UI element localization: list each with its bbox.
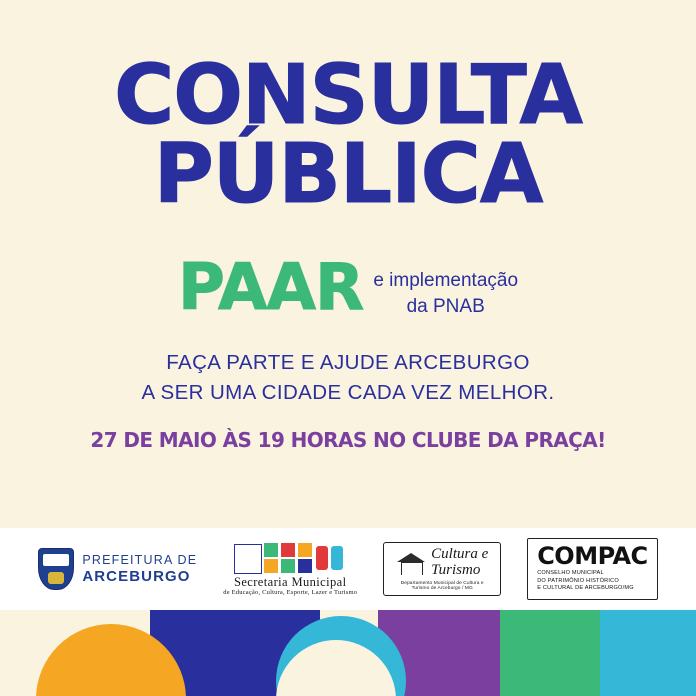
program-acronym: PAAR	[177, 251, 364, 325]
program-subtitle-line-1: e implementação	[373, 270, 519, 291]
prefeitura-text	[82, 553, 197, 585]
secretaria-text	[223, 576, 357, 597]
logo-secretaria	[223, 542, 357, 597]
band-green-block	[500, 610, 610, 696]
prefeitura-line-1: PREFEITURA DE	[82, 553, 198, 568]
cultura-footer: Departamento Municipal de Cultura e Turismo de Arceburgo / MG	[400, 581, 484, 592]
logo-compac	[527, 538, 657, 600]
coat-of-arms-icon	[38, 548, 74, 590]
colored-squares-icon	[234, 542, 346, 576]
headline-block	[0, 48, 696, 223]
headline-line-1: CONSULTA	[114, 48, 582, 143]
call-to-action	[0, 348, 696, 407]
compac-sub-line-1: CONSELHO MUNICIPAL	[537, 570, 604, 577]
compac-subtitle	[537, 570, 634, 593]
cultura-name-line-2: Turismo	[431, 561, 481, 578]
secretaria-line-1: Secretaria Municipal	[233, 574, 347, 589]
headline-line-2: PÚBLICA	[153, 127, 543, 223]
cultura-name-line-1: Cultura e	[431, 545, 489, 562]
logo-strip	[0, 528, 696, 610]
bottom-graphic-band	[0, 610, 696, 696]
event-dateline: 27 DE MAIO ÀS 19 HORAS NO CLUBE DA PRAÇA!	[90, 428, 606, 452]
cta-line-2: A SER UMA CIDADE CADA VEZ MELHOR.	[141, 380, 555, 404]
cta-line-1: FAÇA PARTE E AJUDE ARCEBURGO	[166, 351, 530, 374]
band-cyan-block	[600, 610, 696, 696]
logo-prefeitura	[38, 548, 197, 590]
prefeitura-line-2: ARCEBURGO	[82, 567, 191, 585]
cultura-top	[396, 547, 488, 579]
bandstand-kiosk-icon	[396, 551, 426, 575]
program-row	[0, 251, 696, 325]
program-subtitle	[373, 256, 518, 319]
cultura-name	[431, 547, 488, 579]
secretaria-line-2: de Educação, Cultura, Esporte, Lazer e Turismo	[223, 589, 358, 597]
compac-sub-line-3: E CULTURAL DE ARCEBURGO/MG	[537, 585, 634, 592]
compac-title: COMPAC	[537, 542, 648, 571]
program-subtitle-line-2: da PNAB	[406, 295, 485, 317]
compac-sub-line-2: DO PATRIMÔNIO HISTÓRICO	[537, 577, 619, 584]
logo-cultura-turismo	[383, 542, 501, 597]
